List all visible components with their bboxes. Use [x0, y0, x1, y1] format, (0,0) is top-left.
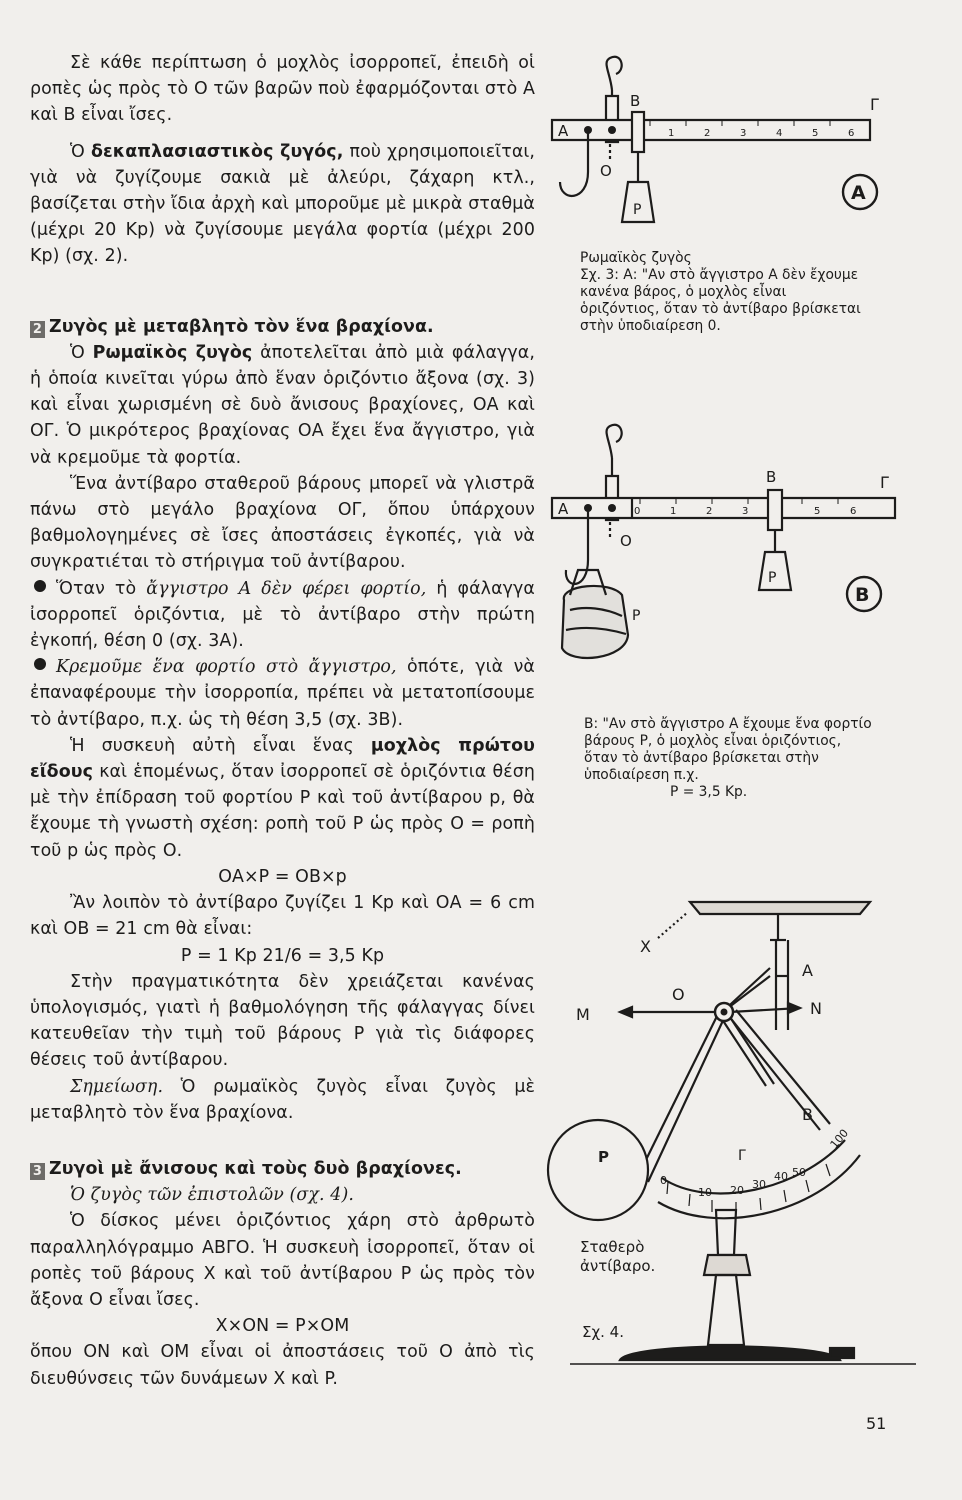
label-b: B	[630, 92, 641, 110]
paragraph-letter-scale: Ὁ δίσκος μένει ὁριζόντιος χάρη στὸ ἀρθρωτὸ παραλληλόγραμμο ΑΒΓΟ. Ἡ συσκευὴ ἰσορροπεῖ, ὅταν οἱ ροπὲς τοῦ βάρους Χ καὶ τοῦ ἀντίβαρου P ὡς πρὸς τὸν ἄξονα Ο εἶναι ἴσες.	[30, 1211, 535, 1310]
label-p: P	[598, 1148, 609, 1166]
text-run: ὁπότε, γιὰ νὰ ἐπαναφέρουμε τὴν ἰσορροπία, πρέπει νὰ μετατοπίσουμε τὸ ἀντίβαρο, π.χ. ὡς τὴ θέση 3,5 (σχ. 3Β).	[30, 657, 535, 730]
paragraph-distances: ὅπου ΟΝ καὶ ΟΜ εἶναι οἱ ἀποστάσεις τοῦ Ο ἀπὸ τὶς διευθύνσεις τῶν δυνάμεων Χ καὶ P.	[30, 1342, 535, 1389]
label-load-p: P	[632, 608, 641, 624]
caption-body: Σχ. 3: Α: "Αν στὸ ἄγγιστρο Α δὲν ἔχουμε κανένα βάρος, ὁ μοχλὸς εἶναι ὁριζόντιος, ὅταν τὸ ἀντίβαρο βρίσκεται στὴν ὑποδιαίρεση 0.	[580, 267, 861, 334]
label-x: X	[640, 937, 651, 956]
figure-3a	[540, 52, 920, 252]
figure-badge-label: A	[851, 182, 866, 204]
text-run: καὶ ἑπομένως, ὅταν ἰσορροπεῖ σὲ ὁριζόντια θέση μὲ τὴν ἐπίδραση τοῦ φορτίου P καὶ τοῦ ἀντίβαρου p, θὰ ἔχουμε τὴ γνωστὴ σχέση: ροπὴ τοῦ P ὡς πρὸς Ο = ροπὴ τοῦ p ὡς πρὸς Ο.	[30, 762, 535, 861]
note-label: Σημείωση.	[70, 1076, 164, 1097]
figure-badge-label: B	[855, 584, 870, 606]
scale-tick-label: 2	[704, 128, 711, 139]
text-run: Κρεμοῦμε ἕνα φορτίο στὸ ἄγγιστρο,	[56, 657, 397, 678]
text-run: ποὺ χρησιμοποιεῖται, γιὰ νὰ ζυγίζουμε σακιὰ μὲ ἀλεύρι, ζάχαρη κτλ., βασίζεται στὴν ἴδια ἀρχὴ καὶ μποροῦμε μὲ μικρὰ σταθμὰ (μέχρι 20 Kp) νὰ ζυγίσουμε μεγάλα φορτία (μέχρι 200 Kp) (σχ. 2).	[30, 141, 535, 267]
scale-tick-label: 50	[792, 1166, 806, 1179]
scale-tick-label: 5	[814, 506, 821, 517]
scale-tick-label: 2	[706, 506, 713, 517]
text-run: ἀποτελεῖται ἀπὸ μιὰ φάλαγγα, ἡ ὁποία κινεῖται γύρω ἀπὸ ἕναν ὁριζόντιο ἄξονα (σχ. 3) καὶ εἶναι χωρισμένη σὲ δυὸ ἄνισους βραχίονες, ΟΑ καὶ ΟΓ. Ὁ μικρότερος βραχίονας ΟΑ ἔχει ἕνα ἄγγιστρο, γιὰ νὰ κρεμοῦμε τὰ φορτία.	[30, 342, 535, 468]
paragraph-note	[30, 1074, 535, 1126]
caption-3b	[584, 716, 874, 801]
term-roman-balance: Ρωμαϊκὸς ζυγὸς	[92, 342, 253, 363]
caption-body: Β: "Αν στὸ ἄγγιστρο Α ἔχουμε ἕνα φορτίο βάρους P, ὁ μοχλὸς εἶναι ὁριζόντιος, ὅταν τὸ ἀντίβαρο βρίσκεται στὴν ὑποδιαίρεση π.χ.	[584, 716, 872, 783]
label-b: B	[802, 1105, 813, 1124]
label-n: N	[810, 999, 822, 1018]
text-run: Ἡ συσκευὴ αὐτὴ εἶναι ἕνας	[70, 735, 371, 756]
text-run: ἄγγιστρο Α δὲν φέρει φορτίο,	[146, 578, 427, 599]
scale-tick-label: 1	[668, 128, 675, 139]
paragraph-counterweight: Ἕνα ἀντίβαρο σταθεροῦ βάρους μπορεῖ νὰ γλιστρᾶ πάνω στὸ μεγάλο βραχίονα ΟΓ, ὅπου ὑπάρχουν βαθμολογημένες σὲ ἴσες ἀποστάσεις ἐγκοπές, γιὰ νὰ συγκρατιέται τὸ στήριγμα τοῦ ἀντίβαρου.	[30, 473, 535, 573]
text-column	[30, 50, 535, 1392]
section-title-2: Ζυγὸς μὲ μεταβλητὸ τὸν ἕνα βραχίονα.	[49, 316, 434, 337]
caption-value: P = 3,5 Kp.	[670, 784, 748, 800]
label-a: A	[558, 122, 569, 140]
scale-tick-label: 5	[812, 128, 819, 139]
caption-4-weight: Σταθερὸ ἀντίβαρο.	[580, 1238, 656, 1275]
figure-4-drawing	[540, 880, 920, 1390]
section-heading-2	[30, 314, 535, 340]
equation-result: P = 1 Kp 21/6 = 3,5 Kp	[180, 945, 385, 966]
paragraph-first-class-lever	[30, 733, 535, 864]
figure-3b	[540, 420, 920, 700]
beam	[552, 498, 895, 518]
paragraph-decimal-balance	[30, 139, 535, 270]
paragraph-roman-balance	[30, 340, 535, 471]
term-decimal-balance: δεκαπλασιαστικὸς ζυγός,	[90, 141, 344, 162]
scale-tick-label: 3	[740, 128, 747, 139]
figure-3a-drawing	[540, 52, 920, 252]
scale-tick-label: 10	[698, 1186, 712, 1199]
scale-tick-label: 30	[752, 1178, 766, 1191]
label-m: M	[576, 1005, 590, 1024]
scale-tick-label: 3	[742, 506, 749, 517]
bullet-icon	[34, 580, 46, 592]
suspension-hook-icon	[607, 425, 622, 458]
subheading-letter-scale: Ὁ ζυγὸς τῶν ἐπιστολῶν (σχ. 4).	[70, 1185, 354, 1206]
load-hook-icon	[560, 172, 588, 196]
label-o: O	[620, 532, 632, 550]
label-a: A	[558, 500, 569, 518]
figure-4	[540, 880, 920, 1390]
section-title-3: Ζυγοὶ μὲ ἄνισους καὶ τοὺς δυὸ βραχίονες.	[49, 1158, 462, 1179]
text-run: Ὁ	[70, 342, 93, 363]
label-o: O	[600, 162, 612, 180]
caption-3a	[580, 250, 870, 335]
counterweight-disc	[548, 1120, 648, 1220]
scale-tick-label: 4	[776, 128, 783, 139]
page-number: 51	[866, 1414, 887, 1433]
bullet-with-load	[30, 654, 535, 733]
paragraph-lever-balance: Σὲ κάθε περίπτωση ὁ μοχλὸς ἰσορροπεῖ, ἐπειδὴ οἱ ροπὲς ὡς πρὸς τὸ Ο τῶν βαρῶν ποὺ ἐφαρμόζονται στὸ Α καὶ Β εἶναι ἴσες.	[30, 53, 535, 126]
label-gamma: Γ	[738, 1148, 746, 1164]
scale-tick-label: 1	[670, 506, 677, 517]
bullet-no-load	[30, 576, 535, 655]
term-first-class-lever: μοχλὸς πρώτου εἴδους	[30, 735, 536, 783]
paragraph-example: Ἂν λοιπὸν τὸ ἀντίβαρο ζυγίζει 1 Kp καὶ ΟΑ = 6 cm καὶ ΟΒ = 21 cm θὰ εἶναι:	[30, 893, 535, 940]
text-run: ἡ φάλαγγα ἰσορροπεῖ ὁριζόντια, μὲ τὸ ἀντίβαρο στὴν πρώτη ἐγκοπή, θέση 0 (σχ. 3Α).	[30, 578, 535, 652]
text-run: Ὁ ρωμαϊκὸς ζυγὸς εἶναι ζυγὸς μὲ μεταβλητὸ τὸν ἕνα βραχίονα.	[30, 1076, 535, 1123]
paragraph-graduation: Στὴν πραγματικότητα δὲν χρειάζεται κανένας ὑπολογισμός, γιατὶ ἡ βαθμολόγηση τῆς φάλαγγας δίνει κατευθεῖαν τὴν τιμὴ τοῦ βάρους P γιὰ τὶς διάφορες θέσεις τοῦ ἀντίβαρου.	[30, 971, 535, 1071]
section-number-3: 3	[30, 1163, 45, 1180]
label-p: P	[633, 202, 642, 218]
scale-tick-label: 0	[660, 1174, 667, 1187]
counterweight-slider	[768, 490, 782, 530]
label-b: B	[766, 468, 777, 486]
caption-title: Ρωμαϊκὸς ζυγὸς	[580, 250, 692, 266]
section-heading-3	[30, 1156, 535, 1182]
equation-letter-scale: Χ×ΟΝ = P×ΟΜ	[215, 1316, 350, 1337]
section-number-2: 2	[30, 321, 45, 338]
text-run: Ὅταν τὸ	[56, 578, 147, 599]
label-a: A	[802, 961, 813, 980]
label-o: O	[672, 985, 685, 1004]
scale-tick-label: 6	[850, 506, 857, 517]
caption-4: Σχ. 4.	[582, 1323, 624, 1341]
load-sack	[562, 586, 628, 658]
scale-platter	[690, 902, 870, 914]
figure-3b-drawing	[540, 420, 920, 700]
suspension-hook-icon	[607, 57, 622, 90]
scale-tick-label: 6	[848, 128, 855, 139]
equation-moments: ΟΑ×P = ΟΒ×p	[218, 866, 347, 887]
text-run: Ὁ	[70, 141, 91, 162]
scale-tick-label: 0	[634, 506, 641, 517]
scale-tick-label: 40	[774, 1170, 788, 1183]
bullet-icon	[34, 658, 46, 670]
scale-tick-label: 20	[730, 1184, 744, 1197]
counterweight-slider	[632, 112, 644, 152]
label-gamma: Γ	[870, 95, 879, 114]
beam	[552, 120, 870, 140]
scale-tick-label: 100	[827, 1126, 852, 1152]
label-gamma: Γ	[880, 473, 889, 492]
label-p: P	[768, 570, 777, 586]
